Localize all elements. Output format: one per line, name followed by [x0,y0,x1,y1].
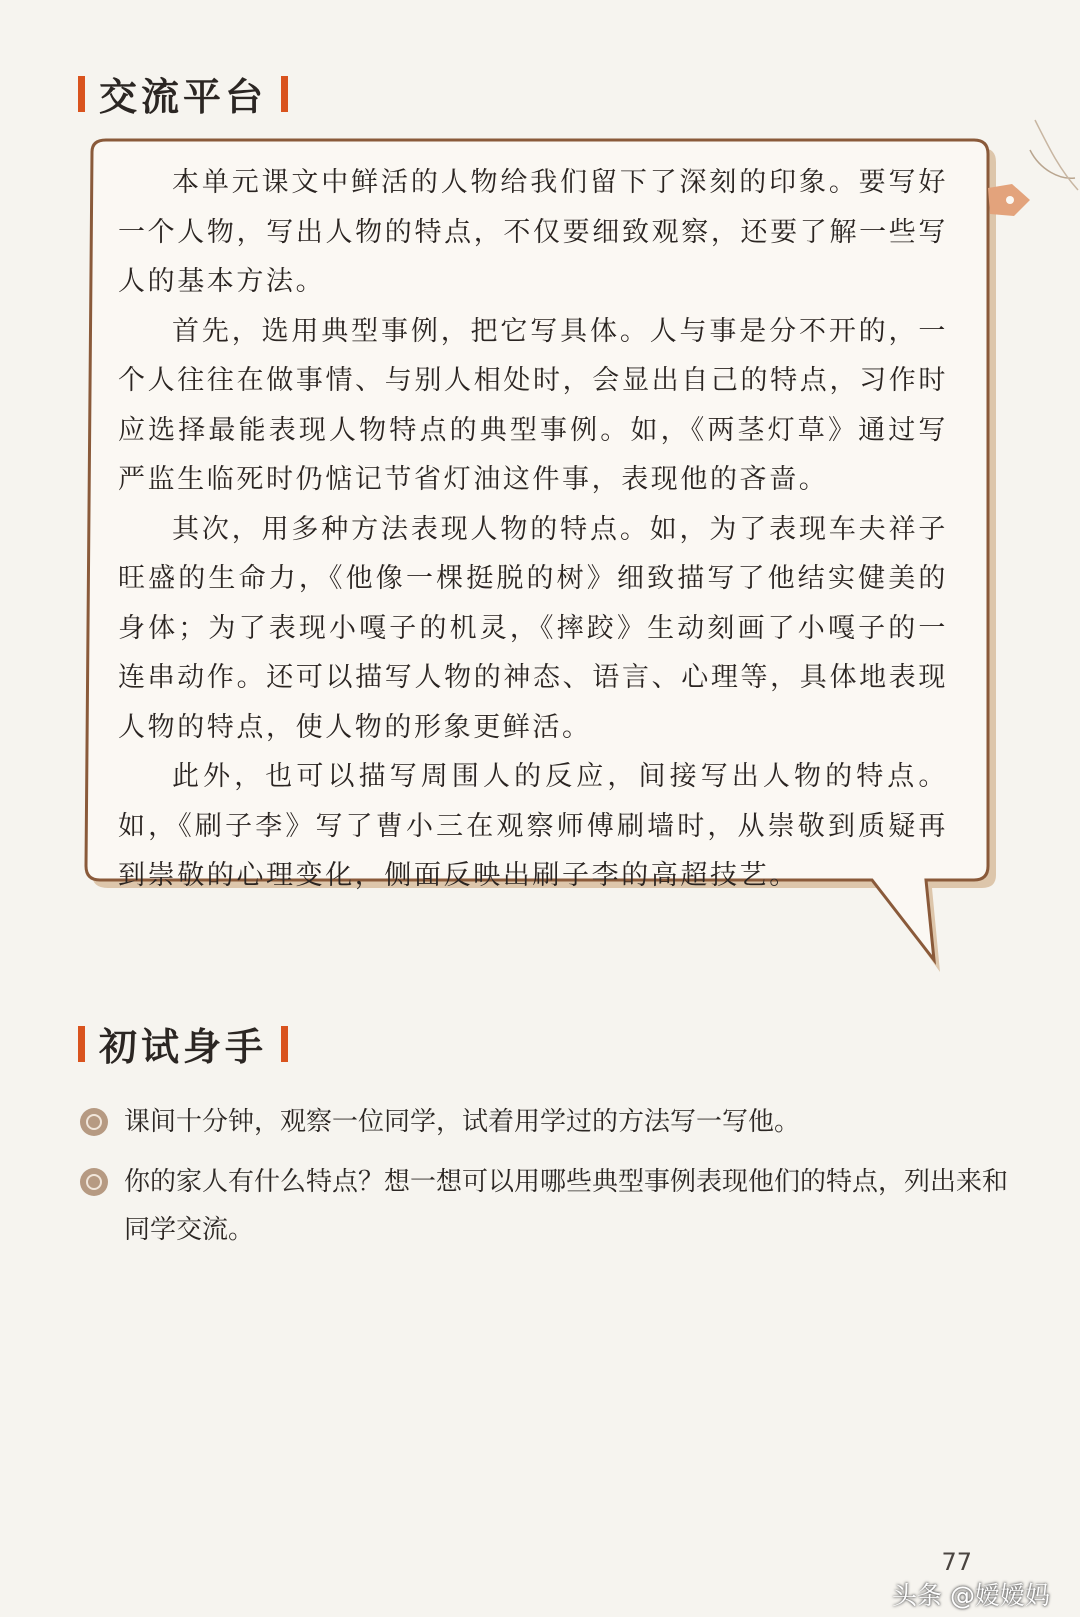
section-title: 交流平台 [99,75,268,119]
exchange-paragraph-4: 此外，也可以描写周围人的反应，间接写出人物的特点。如，《刷子李》写了曹小三在观察师傅刷墙时，从崇敬到质疑再到崇敬的心理变化，侧面反映出刷子李的高超技艺。 [118,761,948,891]
exchange-paragraph-3: 其次，用多种方法表现人物的特点。如，为了表现车夫祥子旺盛的生命力，《他像一棵挺脱的树》细致描写了他结实健美的身体；为了表现小嘎子的机灵，《摔跤》生动刻画了小嘎子的一连串动作。还可以描写人物的神态、语言、心理等，具体地表现人物的特点，使人物的形象更鲜活。 [118,513,948,743]
heading-accent-bar-left [78,1026,85,1062]
round-seal-icon [80,1168,108,1196]
practice-task-list [80,1098,1010,1266]
tag-icon [988,120,1078,216]
exchange-body [118,158,948,901]
exchange-paragraph-2: 首先，选用典型事例，把它写具体。人与事是分不开的，一个人往往在做事情、与别人相处时，会显出自己的特点，习作时应选择最能表现人物特点的典型事例。如，《两茎灯草》通过写严监生临死时仍惦记节省灯油这件事，表现他的吝啬。 [118,315,948,495]
heading-accent-bar-right [281,1026,288,1062]
round-seal-icon [80,1108,108,1136]
exchange-paragraph-1: 本单元课文中鲜活的人物给我们留下了深刻的印象。要写好一个人物，写出人物的特点，不仅要细致观察，还要了解一些写人的基本方法。 [118,167,948,297]
task-text: 你的家人有什么特点？想一想可以用哪些典型事例表现他们的特点，列出来和同学交流。 [124,1167,1009,1245]
list-item [80,1098,1010,1146]
watermark: 头条 @嫒嫒妈 [892,1581,1050,1610]
list-item [80,1158,1010,1254]
section-heading-practice [78,1016,288,1071]
page-number: 77 [941,1548,972,1576]
task-text: 课间十分钟，观察一位同学，试着用学过的方法写一写他。 [124,1107,801,1137]
section-title: 初试身手 [99,1025,268,1069]
